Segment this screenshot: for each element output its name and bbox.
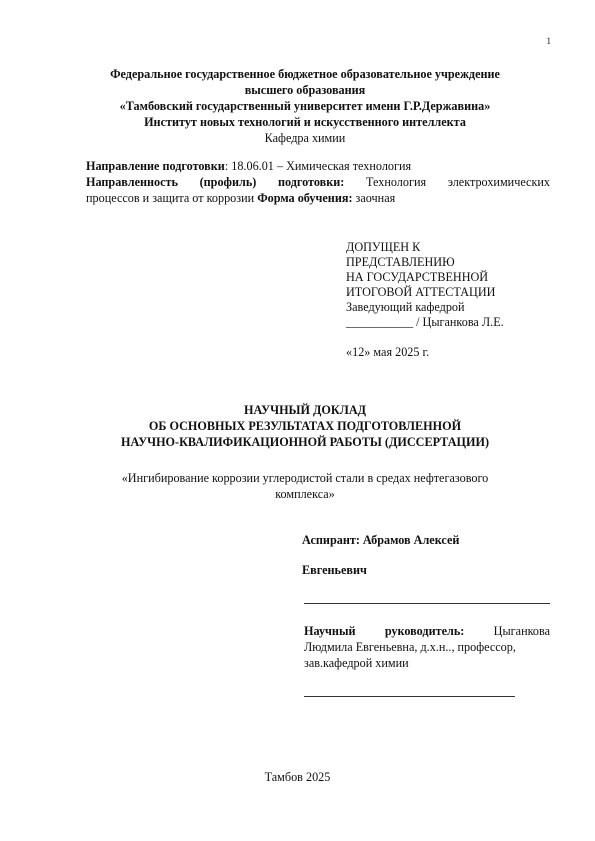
direction-block	[86, 158, 550, 206]
supervisor-line-3: зав.кафедрой химии	[304, 656, 409, 670]
profile-word-3: подготовки:	[277, 175, 345, 189]
dissertation-topic	[90, 470, 520, 502]
supervisor-word-1: Научный	[304, 624, 356, 638]
supervisor-line-2: Людмила Евгеньевна, д.х.н.., профессор,	[304, 640, 516, 654]
header-line-4: Институт новых технологий и искусственного интеллекта	[144, 115, 466, 129]
topic-line-1: «Ингибирование коррозии углеродистой стали в средах нефтегазового	[121, 471, 489, 485]
profile-cont: процессов и защита от коррозии	[86, 191, 255, 205]
header-line-5: Кафедра химии	[264, 131, 346, 145]
document-title	[70, 402, 540, 450]
title-line-1: НАУЧНЫЙ ДОКЛАД	[243, 403, 367, 417]
admission-date: «12» мая 2025 г.	[346, 345, 430, 359]
city-year: Тамбов 2025	[264, 770, 331, 784]
aspirant-block	[302, 532, 459, 578]
supervisor-signature-line	[304, 696, 515, 697]
admitted-line-2: ПРЕДСТАВЛЕНИЮ	[346, 255, 455, 269]
header-line-1: Федеральное государственное бюджетное образовательное учреждение	[110, 67, 500, 81]
profile-word-4: Технология	[366, 175, 427, 189]
admitted-line-4: ИТОГОВОЙ АТТЕСТАЦИИ	[346, 285, 496, 299]
aspirant-signature-line	[304, 603, 550, 604]
head-of-department: Заведующий кафедрой	[346, 300, 465, 314]
topic-line-2: комплекса»	[275, 487, 335, 501]
form-label: Форма обучения:	[257, 191, 353, 205]
profile-cont-row	[86, 190, 550, 206]
spacer	[346, 330, 561, 345]
profile-word-5: электрохимических	[447, 175, 550, 189]
supervisor-block	[304, 623, 550, 671]
title-line-3: НАУЧНО-КВАЛИФИКАЦИОННОЙ РАБОТЫ (ДИССЕРТАЦИИ)	[120, 435, 490, 449]
page-number: 1	[546, 36, 551, 46]
direction-label: Направление подготовки	[86, 159, 225, 173]
profile-row	[86, 174, 550, 190]
header-line-2: высшего образования	[244, 83, 366, 97]
profile-word-1: Направленность	[86, 175, 178, 189]
admission-block	[346, 240, 561, 360]
form-value: заочная	[355, 191, 396, 205]
direction-row	[86, 158, 550, 174]
aspirant-line-1: Аспирант: Абрамов Алексей	[302, 533, 460, 547]
supervisor-word-3: Цыганкова	[493, 624, 550, 638]
supervisor-word-2: руководитель:	[384, 624, 465, 638]
head-signature-line: ___________ / Цыганкова Л.Е.	[346, 315, 504, 329]
institution-header	[70, 66, 540, 146]
admitted-line-3: НА ГОСУДАРСТВЕННОЙ	[346, 270, 489, 284]
direction-value: : 18.06.01 – Химическая технология	[224, 159, 412, 173]
header-line-3: «Тамбовский государственный университет имени Г.Р.Державина»	[119, 99, 491, 113]
title-line-2: ОБ ОСНОВНЫХ РЕЗУЛЬТАТАХ ПОДГОТОВЛЕННОЙ	[148, 419, 462, 433]
admitted-line-1: ДОПУЩЕН К	[346, 240, 421, 254]
aspirant-line-2: Евгеньевич	[302, 563, 367, 577]
profile-word-2: (профиль)	[199, 175, 257, 189]
supervisor-row-1	[304, 623, 550, 639]
